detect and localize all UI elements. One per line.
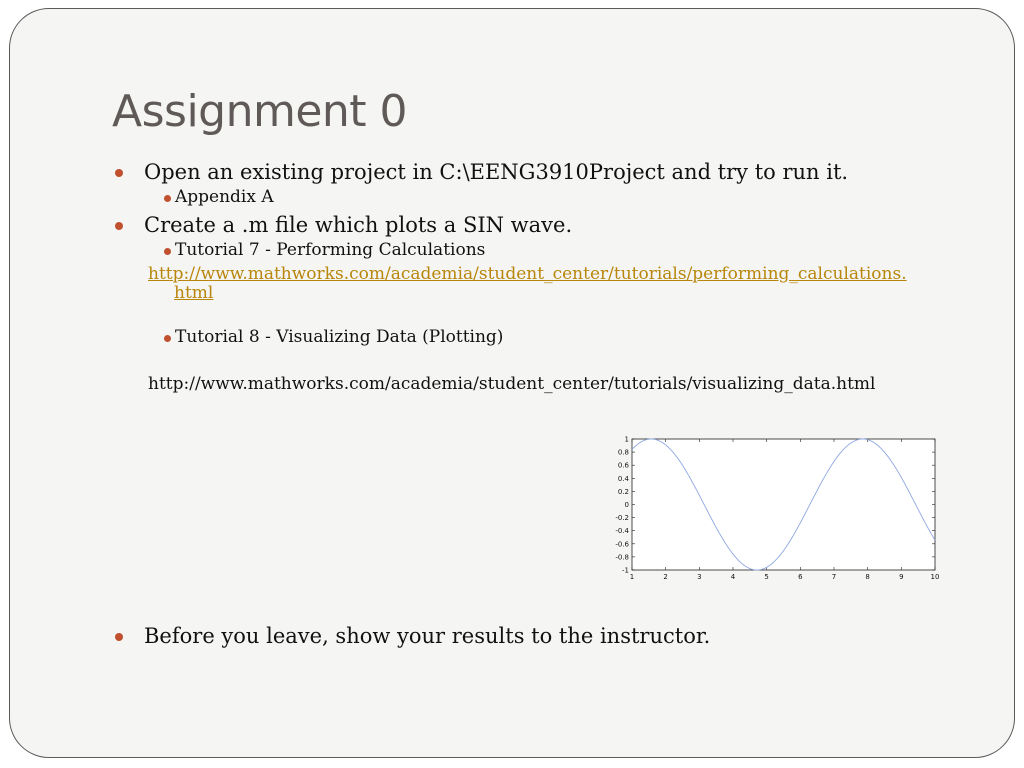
y-tick-label: 0.2 [617,487,629,496]
x-tick-label: 8 [865,573,870,581]
x-tick-label: 7 [831,573,837,581]
tutorial-7-link[interactable]: http://www.mathworks.com/academia/student_center/tutorials/performing_calculations. [148,264,907,284]
bullet-marker [115,169,123,177]
x-tick-label: 2 [663,573,668,581]
y-tick-label: -0.4 [615,527,629,536]
x-tick-label: 6 [798,573,803,581]
y-tick-label: -1 [622,566,629,575]
bullet-open-project: Open an existing project in C:\EENG3910Project and try to run it. [144,160,849,184]
sub-bullet-tutorial-7: Tutorial 7 - Performing Calculations [175,240,486,260]
y-tick-label: -0.8 [615,553,629,562]
y-tick-label: 0.6 [617,461,629,470]
x-tick-label: 5 [764,573,769,581]
sub-bullet-marker [164,335,171,342]
visualizing-data-url: http://www.mathworks.com/academia/student_center/tutorials/visualizing_data.html [148,374,876,394]
sub-bullet-marker [164,248,171,255]
y-tick-label: -0.2 [615,514,629,523]
tutorial-7-link-continued[interactable]: html [174,283,214,303]
sub-bullet-marker [164,195,171,202]
sub-bullet-appendix: Appendix A [175,187,274,207]
bullet-marker [115,633,123,641]
x-tick-label: 4 [730,573,736,581]
x-tick-label: 3 [697,573,702,581]
bullet-show-results: Before you leave, show your results to the instructor. [144,624,711,648]
y-tick-label: 1 [624,435,629,444]
y-tick-label: 0.8 [617,448,629,457]
x-tick-label: 10 [930,573,940,581]
sub-bullet-tutorial-8: Tutorial 8 - Visualizing Data (Plotting) [175,327,504,347]
bullet-create-m-file: Create a .m file which plots a SIN wave. [144,213,573,237]
sine-wave-plot [608,430,948,582]
y-tick-label: 0.4 [617,474,629,483]
slide-title: Assignment 0 [112,86,408,137]
x-tick-label: 9 [899,573,904,581]
y-tick-label: -0.6 [615,540,629,549]
x-tick-label: 1 [629,573,635,581]
y-tick-label: 0 [624,501,629,509]
bullet-marker [115,222,123,230]
